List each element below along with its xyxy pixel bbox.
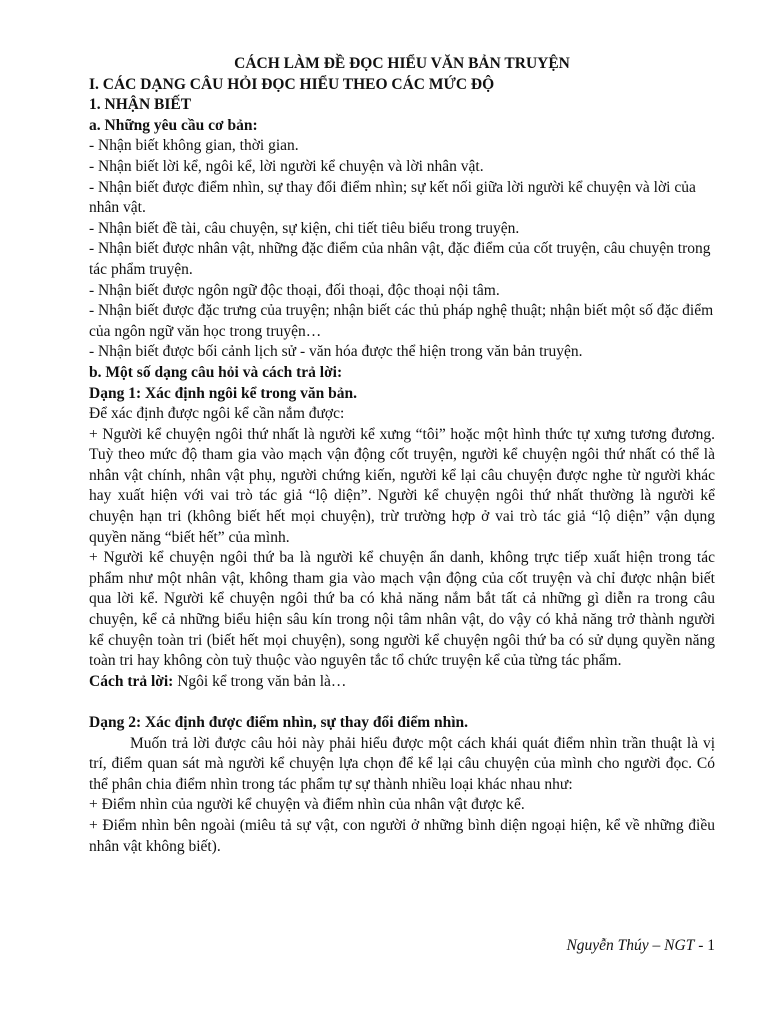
type1-paragraph-third-person: + Người kể chuyện ngôi thứ ba là người kể chuyện ẩn danh, không trực tiếp xuất hiện trong tác phẩm như một nhân vật, không tham gia vào mạch vận động của cốt truyện và chỉ được nhận biết qua lời kể. Người kể chuyện ngôi thứ ba có khả năng nắm bắt tất cả những gì diễn ra trong câu chuyện, kể cả những biểu hiện sâu kín trong nội tâm nhân vật, do vậy có khả năng trở thành người kể chuyện toàn tri (biết hết mọi chuyện), song người kể chuyện ngôi thứ ba có sử dụng quyền năng toàn tri hay không còn tuỳ thuộc vào nguyên tắc tổ chức truyện kể của từng tác phẩm.	[89, 549, 715, 670]
subsection-heading: 1. NHẬN BIẾT	[89, 96, 192, 114]
type2-item: + Điểm nhìn bên ngoài (miêu tả sự vật, con người ở những bình diện ngoại hiện, kể về những điều nhân vật không biết).	[89, 816, 715, 855]
page-footer	[566, 937, 715, 955]
requirement-item: - Nhận biết được ngôn ngữ độc thoại, đối thoại, độc thoại nội tâm.	[89, 281, 500, 299]
document-page	[89, 54, 715, 857]
requirements-list	[89, 136, 715, 363]
requirement-item: - Nhận biết lời kể, ngôi kể, lời người kể chuyện và lời nhân vật.	[89, 157, 484, 175]
requirement-item: - Nhận biết đề tài, câu chuyện, sự kiện, chi tiết tiêu biểu trong truyện.	[89, 219, 520, 237]
type2-item: + Điểm nhìn của người kể chuyện và điểm nhìn của nhân vật được kể.	[89, 796, 525, 814]
type1-intro: Để xác định được ngôi kể cần nắm được:	[89, 405, 345, 423]
blank-line	[89, 692, 715, 713]
document-title: CÁCH LÀM ĐỀ ĐỌC HIỂU VĂN BẢN TRUYỆN	[234, 55, 570, 72]
requirement-item: - Nhận biết không gian, thời gian.	[89, 137, 299, 155]
type2-heading: Dạng 2: Xác định được điểm nhìn, sự thay đổi điểm nhìn.	[89, 714, 469, 731]
answer-text: Ngôi kể trong văn bản là…	[173, 672, 347, 690]
section-heading: I. CÁC DẠNG CÂU HỎI ĐỌC HIỂU THEO CÁC MỨC ĐỘ	[89, 75, 495, 93]
type1-paragraph-first-person: + Người kể chuyện ngôi thứ nhất là người kể xưng “tôi” hoặc một hình thức tự xưng tương đương. Tuỳ theo mức độ tham gia vào mạch vận động cốt truyện, người kể chuyện ngôi thứ nhất có thể là nhân vật chính, nhân vật phụ, người chứng kiến, người kể lại câu chuyện được nghe từ người khác hay xuất hiện với vai trò tác giả “lộ diện”. Người kể chuyện ngôi thứ nhất thường là người kể chuyện hạn tri (không biết hết mọi chuyện), trừ trường hợp ở vai trò tác giả “lộ diện” vận dụng quyền năng “biết hết” của mình.	[89, 425, 715, 546]
footer-author: Nguyễn Thúy – NGT	[566, 937, 695, 954]
answer-label: Cách trả lời:	[89, 672, 174, 690]
requirement-item: - Nhận biết được điểm nhìn, sự thay đổi điểm nhìn; sự kết nối giữa lời người kể chuyện và lời của nhân vật.	[89, 178, 696, 217]
answer-line	[89, 672, 715, 693]
requirement-item: - Nhận biết được bối cảnh lịch sử - văn hóa được thể hiện trong văn bản truyện.	[89, 343, 583, 361]
type1-heading: Dạng 1: Xác định ngôi kể trong văn bản.	[89, 384, 358, 402]
footer-separator: -	[694, 937, 708, 954]
part-b-heading: b. Một số dạng câu hỏi và cách trả lời:	[89, 363, 343, 381]
requirement-item: - Nhận biết được nhân vật, những đặc điểm của nhân vật, đặc điểm của cốt truyện, câu chuyện trong tác phẩm truyện.	[89, 240, 711, 278]
type2-paragraph: Muốn trả lời được câu hỏi này phải hiểu được một cách khái quát điểm nhìn trần thuật là vị trí, điểm quan sát mà người kể chuyện lựa chọn để kể lại câu chuyện của mình cho người đọc. Có thể phân chia điểm nhìn trong tác phẩm tự sự thành nhiều loại khác nhau như:	[89, 734, 715, 793]
part-a-heading: a. Những yêu cầu cơ bản:	[89, 116, 258, 134]
requirement-item: - Nhận biết được đặc trưng của truyện; nhận biết các thủ pháp nghệ thuật; nhận biết một số đặc điểm của ngôn ngữ văn học trong truyện…	[89, 302, 714, 340]
page-number: 1	[707, 937, 715, 954]
